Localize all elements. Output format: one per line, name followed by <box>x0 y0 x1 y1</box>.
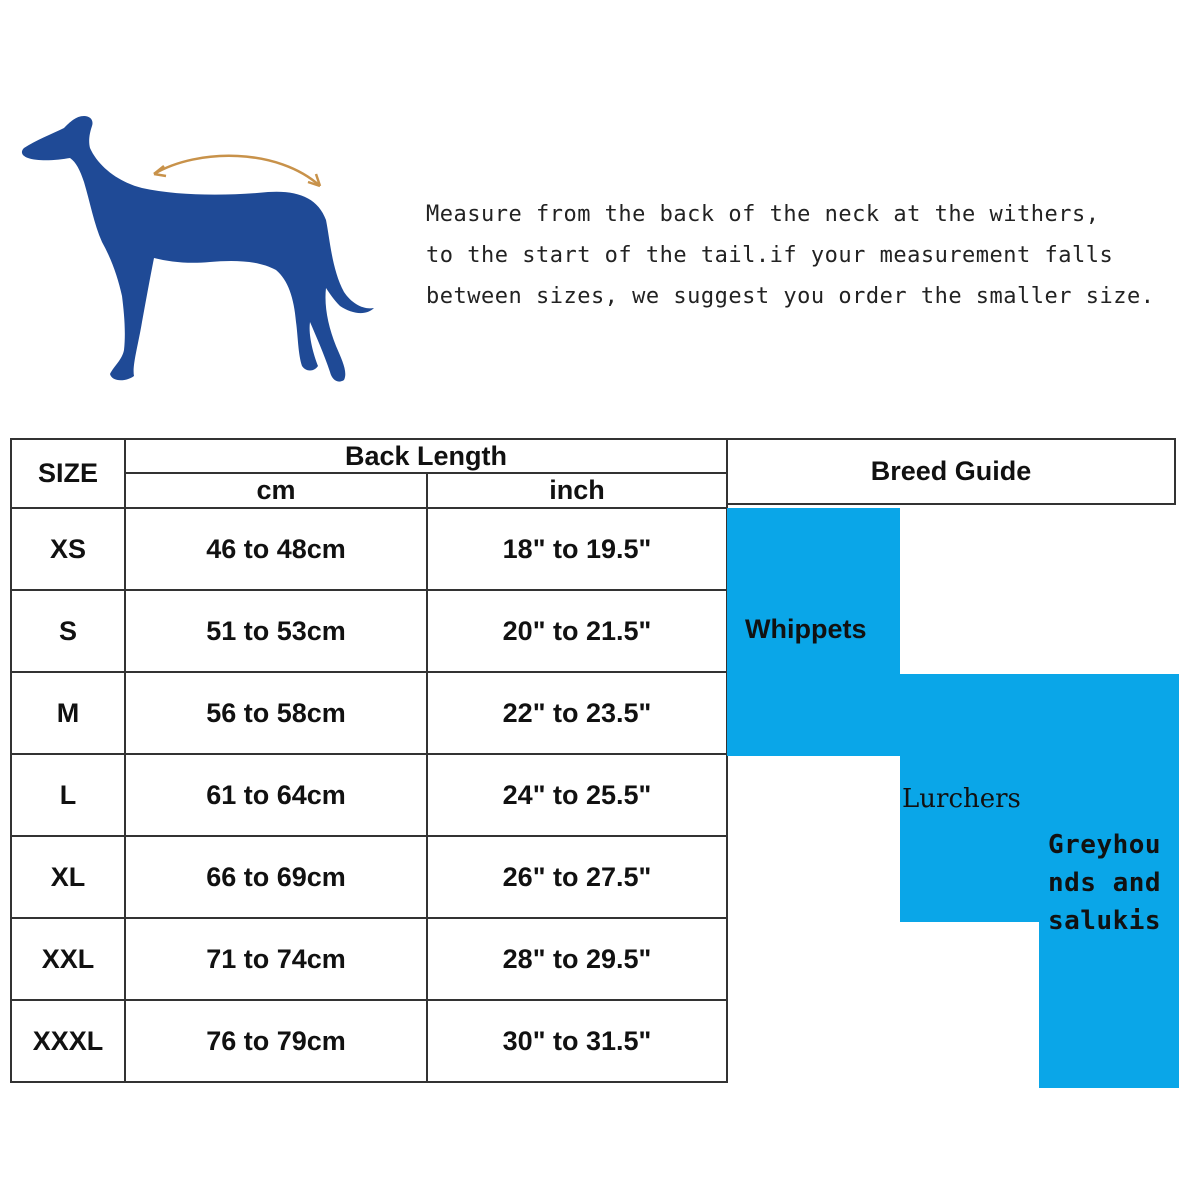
double-arrow-icon <box>154 156 320 186</box>
size-cell: XXXL <box>11 1000 125 1082</box>
cm-cell: 51 to 53cm <box>125 590 427 672</box>
size-header: SIZE <box>11 439 125 508</box>
table-row <box>11 754 727 836</box>
inch-cell: 18" to 19.5" <box>427 508 727 590</box>
inch-cell: 28" to 29.5" <box>427 918 727 1000</box>
size-cell: L <box>11 754 125 836</box>
table-row <box>11 590 727 672</box>
greyhound-silhouette-icon <box>18 110 383 395</box>
table-row <box>11 508 727 590</box>
inch-cell: 30" to 31.5" <box>427 1000 727 1082</box>
cm-cell: 61 to 64cm <box>125 754 427 836</box>
cm-cell: 66 to 69cm <box>125 836 427 918</box>
cm-cell: 46 to 48cm <box>125 508 427 590</box>
breed-guide-header: Breed Guide <box>726 438 1176 505</box>
instruction-line: between sizes, we suggest you order the smaller size. <box>426 284 1155 309</box>
size-cell: XL <box>11 836 125 918</box>
whippets-label: Whippets <box>745 614 867 644</box>
table-row <box>11 672 727 754</box>
inch-cell: 26" to 27.5" <box>427 836 727 918</box>
inch-header: inch <box>427 473 727 508</box>
table-row <box>11 918 727 1000</box>
cm-cell: 71 to 74cm <box>125 918 427 1000</box>
cm-header: cm <box>125 473 427 508</box>
greyhounds-label: Greyhounds and salukis <box>1048 830 1162 936</box>
header-row <box>11 439 727 473</box>
back-length-header: Back Length <box>125 439 727 473</box>
instruction-line: Measure from the back of the neck at the withers, <box>426 202 1100 227</box>
greyhounds-block <box>1039 922 1179 1088</box>
cm-cell: 76 to 79cm <box>125 1000 427 1082</box>
cm-cell: 56 to 58cm <box>125 672 427 754</box>
dog-shape <box>22 116 374 382</box>
table-row <box>11 836 727 918</box>
measurement-instructions <box>426 194 1196 317</box>
size-cell: S <box>11 590 125 672</box>
lurchers-label: Lurchers <box>902 784 1021 814</box>
inch-cell: 22" to 23.5" <box>427 672 727 754</box>
table-row <box>11 1000 727 1082</box>
inch-cell: 24" to 25.5" <box>427 754 727 836</box>
size-cell: XS <box>11 508 125 590</box>
instruction-line: to the start of the tail.if your measurement falls <box>426 243 1114 268</box>
size-cell: XXL <box>11 918 125 1000</box>
size-cell: M <box>11 672 125 754</box>
inch-cell: 20" to 21.5" <box>427 590 727 672</box>
size-chart-table <box>10 438 728 1083</box>
